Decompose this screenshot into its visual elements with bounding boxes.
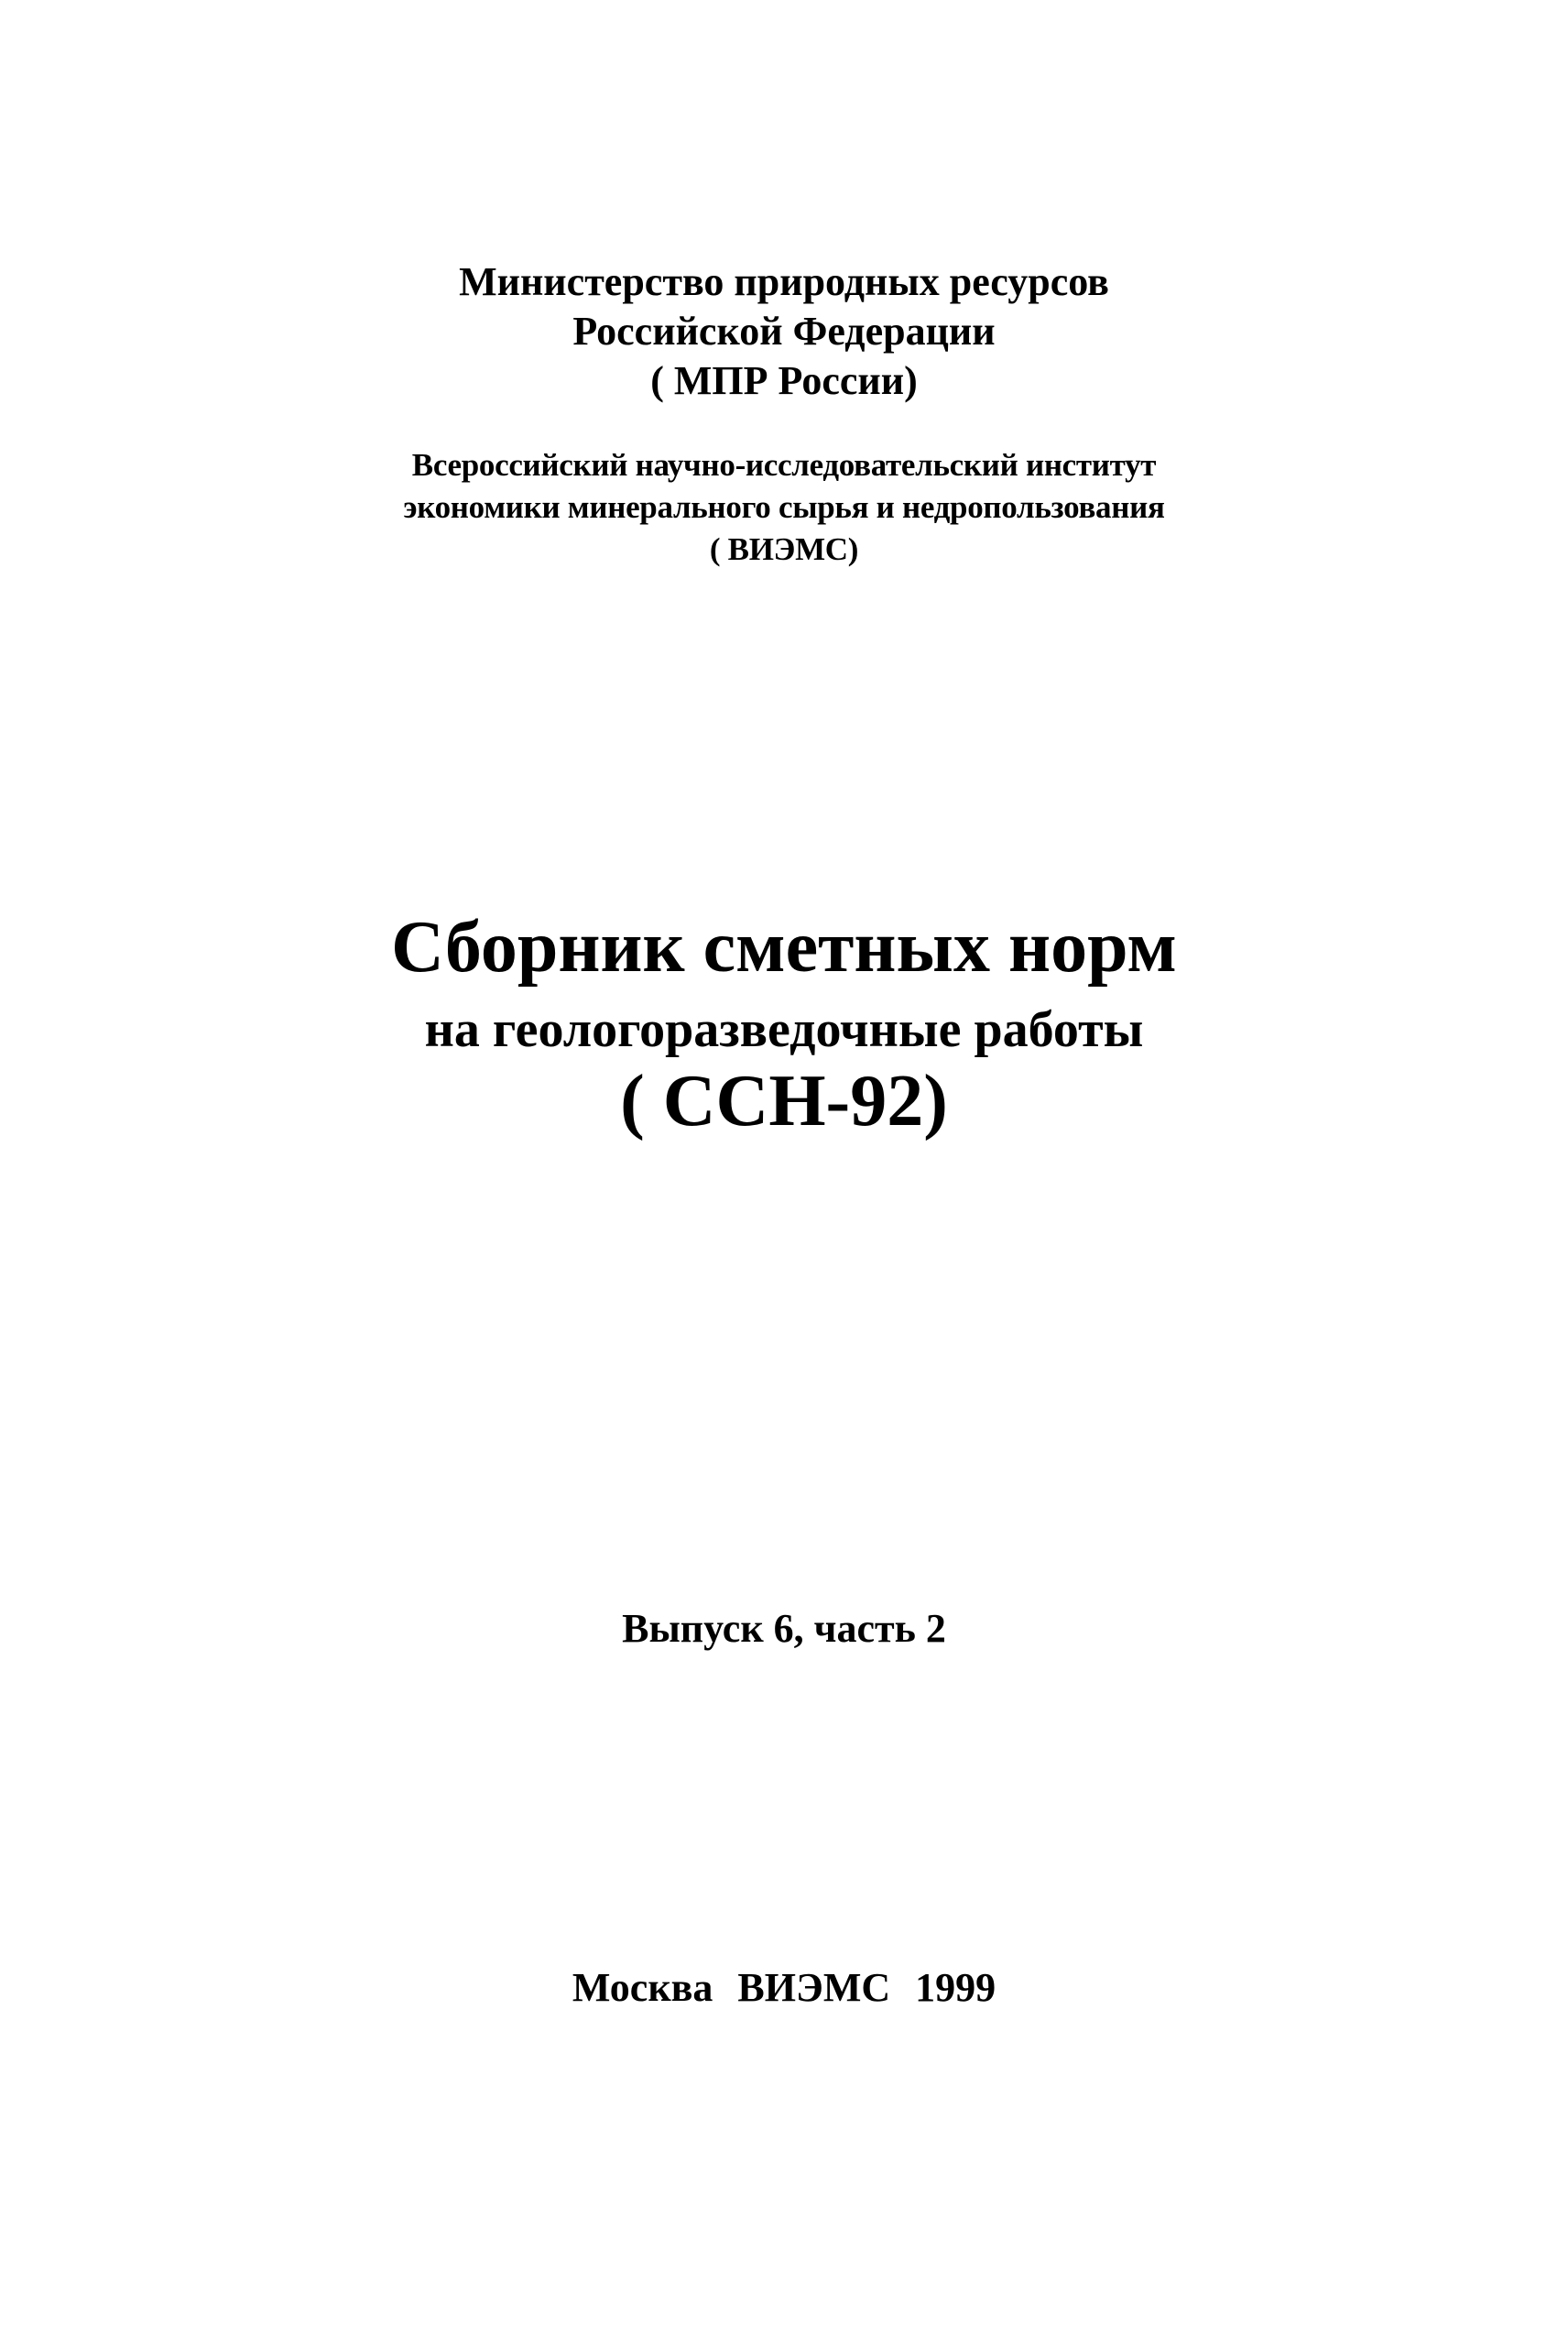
issue-number: Выпуск 6, часть 2 — [622, 1606, 946, 1651]
document-code: ( ССН-92) — [620, 1061, 948, 1141]
publication-imprint: Москва ВИЭМС 1999 — [572, 1965, 996, 2010]
institute-name-line1: Всероссийский научно-исследовательский институт — [411, 447, 1157, 483]
document-title: Сборник сметных норм — [391, 907, 1177, 988]
institute-name-line2: экономики минерального сырья и недропользования — [403, 489, 1165, 525]
document-subtitle: на геологоразведочные работы — [424, 1001, 1144, 1058]
institute-abbreviation: ( ВИЭМС) — [709, 531, 859, 567]
ministry-name-line1: Министерство природных ресурсов — [459, 259, 1109, 304]
ministry-name-line2: Российской Федерации — [572, 309, 996, 354]
ministry-abbreviation: ( МПР России) — [650, 358, 918, 403]
